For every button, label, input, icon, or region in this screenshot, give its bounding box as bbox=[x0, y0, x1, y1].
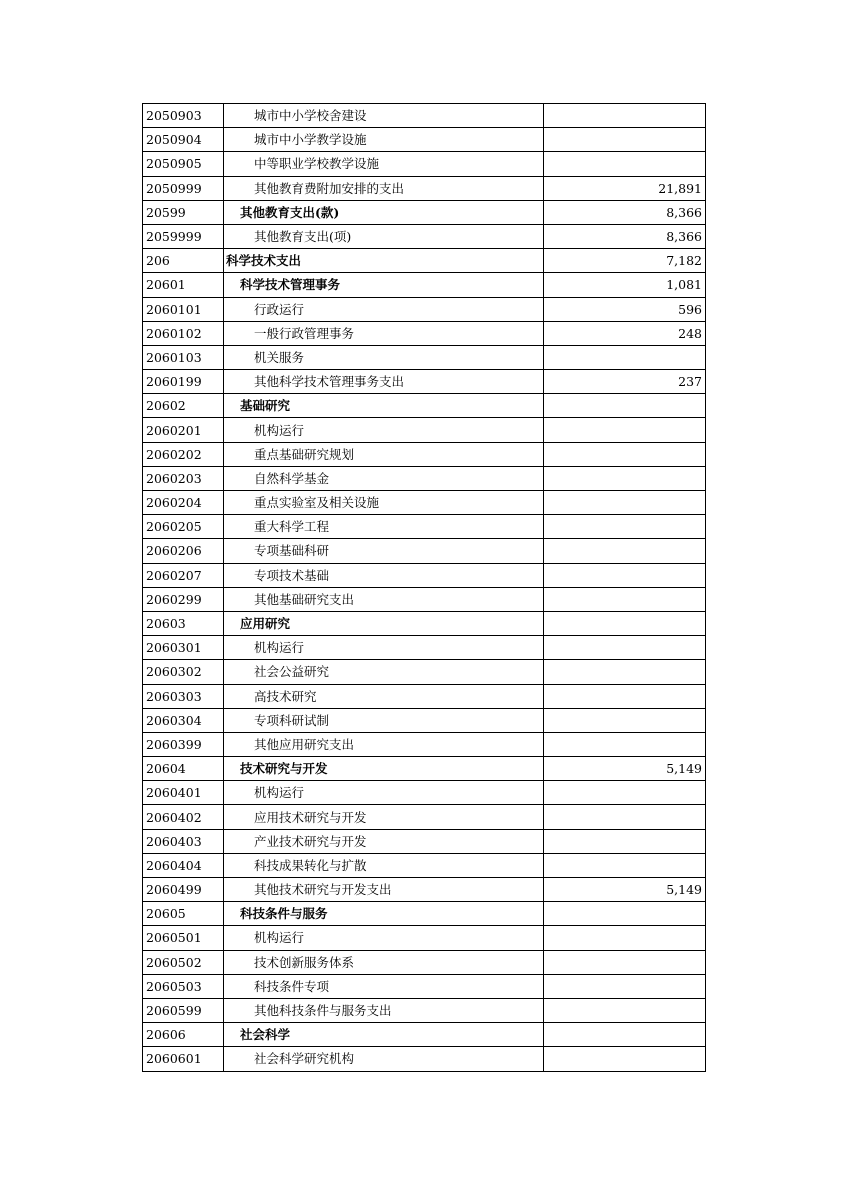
table-row bbox=[143, 926, 706, 950]
amount-cell bbox=[544, 394, 706, 418]
table-row bbox=[143, 611, 706, 635]
table-row bbox=[143, 104, 706, 128]
subject-name-cell: 其他应用研究支出 bbox=[224, 732, 544, 756]
amount-cell bbox=[544, 539, 706, 563]
amount-cell: 596 bbox=[544, 297, 706, 321]
subject-code-cell: 2060403 bbox=[143, 829, 224, 853]
table-row bbox=[143, 757, 706, 781]
subject-name-cell: 城市中小学校舍建设 bbox=[224, 104, 544, 128]
subject-code-cell: 2050999 bbox=[143, 176, 224, 200]
subject-code-cell: 2060201 bbox=[143, 418, 224, 442]
table-row bbox=[143, 829, 706, 853]
amount-cell bbox=[544, 1047, 706, 1071]
table-row bbox=[143, 152, 706, 176]
subject-code-cell: 2060399 bbox=[143, 732, 224, 756]
subject-name-cell: 专项科研试制 bbox=[224, 708, 544, 732]
amount-cell bbox=[544, 466, 706, 490]
table-row bbox=[143, 321, 706, 345]
subject-name-cell: 自然科学基金 bbox=[224, 466, 544, 490]
table-row bbox=[143, 998, 706, 1022]
table-row bbox=[143, 853, 706, 877]
subject-name-cell: 机构运行 bbox=[224, 636, 544, 660]
table-row bbox=[143, 974, 706, 998]
amount-cell bbox=[544, 684, 706, 708]
table-row bbox=[143, 394, 706, 418]
subject-name-cell: 科技条件与服务 bbox=[224, 902, 544, 926]
amount-cell bbox=[544, 1023, 706, 1047]
table-row bbox=[143, 708, 706, 732]
subject-code-cell: 2060206 bbox=[143, 539, 224, 563]
table-row bbox=[143, 563, 706, 587]
table-row bbox=[143, 660, 706, 684]
subject-code-cell: 2060205 bbox=[143, 515, 224, 539]
subject-name-cell: 机关服务 bbox=[224, 345, 544, 369]
table-row bbox=[143, 466, 706, 490]
amount-cell bbox=[544, 998, 706, 1022]
subject-code-cell: 2060301 bbox=[143, 636, 224, 660]
subject-code-cell: 20605 bbox=[143, 902, 224, 926]
subject-code-cell: 2060499 bbox=[143, 878, 224, 902]
table-row bbox=[143, 128, 706, 152]
table-row bbox=[143, 684, 706, 708]
subject-code-cell: 2060501 bbox=[143, 926, 224, 950]
amount-cell bbox=[544, 708, 706, 732]
subject-code-cell: 206 bbox=[143, 249, 224, 273]
subject-code-cell: 2060404 bbox=[143, 853, 224, 877]
amount-cell bbox=[544, 805, 706, 829]
subject-name-cell: 技术创新服务体系 bbox=[224, 950, 544, 974]
amount-cell: 248 bbox=[544, 321, 706, 345]
table-row bbox=[143, 249, 706, 273]
amount-cell bbox=[544, 152, 706, 176]
amount-cell bbox=[544, 587, 706, 611]
subject-code-cell: 2059999 bbox=[143, 224, 224, 248]
amount-cell: 5,149 bbox=[544, 878, 706, 902]
subject-name-cell: 社会公益研究 bbox=[224, 660, 544, 684]
subject-name-cell: 应用技术研究与开发 bbox=[224, 805, 544, 829]
subject-name-cell: 其他教育支出(款) bbox=[224, 200, 544, 224]
amount-cell bbox=[544, 974, 706, 998]
subject-code-cell: 2060101 bbox=[143, 297, 224, 321]
table-row bbox=[143, 273, 706, 297]
subject-name-cell: 应用研究 bbox=[224, 611, 544, 635]
subject-name-cell: 重大科学工程 bbox=[224, 515, 544, 539]
amount-cell bbox=[544, 515, 706, 539]
subject-name-cell: 社会科学研究机构 bbox=[224, 1047, 544, 1071]
amount-cell bbox=[544, 902, 706, 926]
amount-cell bbox=[544, 104, 706, 128]
table-row bbox=[143, 442, 706, 466]
subject-code-cell: 2060199 bbox=[143, 370, 224, 394]
subject-name-cell: 一般行政管理事务 bbox=[224, 321, 544, 345]
table-row bbox=[143, 805, 706, 829]
table-row bbox=[143, 587, 706, 611]
amount-cell: 1,081 bbox=[544, 273, 706, 297]
table-row bbox=[143, 297, 706, 321]
subject-name-cell: 专项技术基础 bbox=[224, 563, 544, 587]
subject-name-cell: 社会科学 bbox=[224, 1023, 544, 1047]
subject-name-cell: 高技术研究 bbox=[224, 684, 544, 708]
amount-cell bbox=[544, 781, 706, 805]
amount-cell: 8,366 bbox=[544, 200, 706, 224]
amount-cell bbox=[544, 732, 706, 756]
subject-name-cell: 技术研究与开发 bbox=[224, 757, 544, 781]
amount-cell bbox=[544, 950, 706, 974]
amount-cell bbox=[544, 853, 706, 877]
amount-cell bbox=[544, 128, 706, 152]
amount-cell bbox=[544, 442, 706, 466]
table-row bbox=[143, 878, 706, 902]
subject-code-cell: 2060502 bbox=[143, 950, 224, 974]
subject-name-cell: 重点基础研究规划 bbox=[224, 442, 544, 466]
subject-name-cell: 重点实验室及相关设施 bbox=[224, 491, 544, 515]
table-row bbox=[143, 345, 706, 369]
subject-name-cell: 科学技术管理事务 bbox=[224, 273, 544, 297]
subject-code-cell: 2060304 bbox=[143, 708, 224, 732]
expenditure-table bbox=[142, 103, 706, 1072]
subject-name-cell: 基础研究 bbox=[224, 394, 544, 418]
table-row bbox=[143, 176, 706, 200]
subject-code-cell: 20603 bbox=[143, 611, 224, 635]
subject-code-cell: 2050903 bbox=[143, 104, 224, 128]
amount-cell bbox=[544, 636, 706, 660]
subject-name-cell: 科技条件专项 bbox=[224, 974, 544, 998]
subject-code-cell: 2060299 bbox=[143, 587, 224, 611]
table-row bbox=[143, 370, 706, 394]
subject-code-cell: 2060601 bbox=[143, 1047, 224, 1071]
table-row bbox=[143, 781, 706, 805]
subject-code-cell: 2050905 bbox=[143, 152, 224, 176]
subject-code-cell: 2050904 bbox=[143, 128, 224, 152]
amount-cell bbox=[544, 345, 706, 369]
amount-cell bbox=[544, 829, 706, 853]
subject-code-cell: 20602 bbox=[143, 394, 224, 418]
subject-name-cell: 科技成果转化与扩散 bbox=[224, 853, 544, 877]
table-row bbox=[143, 224, 706, 248]
subject-code-cell: 20599 bbox=[143, 200, 224, 224]
amount-cell: 21,891 bbox=[544, 176, 706, 200]
subject-code-cell: 2060402 bbox=[143, 805, 224, 829]
table-row bbox=[143, 1047, 706, 1071]
table-row bbox=[143, 539, 706, 563]
subject-code-cell: 2060204 bbox=[143, 491, 224, 515]
table-row bbox=[143, 491, 706, 515]
table-row bbox=[143, 418, 706, 442]
subject-code-cell: 2060102 bbox=[143, 321, 224, 345]
subject-name-cell: 产业技术研究与开发 bbox=[224, 829, 544, 853]
subject-code-cell: 20606 bbox=[143, 1023, 224, 1047]
amount-cell bbox=[544, 491, 706, 515]
table-row bbox=[143, 636, 706, 660]
subject-name-cell: 机构运行 bbox=[224, 781, 544, 805]
subject-name-cell: 其他教育费附加安排的支出 bbox=[224, 176, 544, 200]
amount-cell: 5,149 bbox=[544, 757, 706, 781]
amount-cell: 7,182 bbox=[544, 249, 706, 273]
amount-cell bbox=[544, 611, 706, 635]
subject-name-cell: 其他教育支出(项) bbox=[224, 224, 544, 248]
subject-name-cell: 其他科技条件与服务支出 bbox=[224, 998, 544, 1022]
subject-name-cell: 机构运行 bbox=[224, 926, 544, 950]
subject-code-cell: 2060599 bbox=[143, 998, 224, 1022]
amount-cell bbox=[544, 563, 706, 587]
amount-cell: 8,366 bbox=[544, 224, 706, 248]
subject-name-cell: 科学技术支出 bbox=[224, 249, 544, 273]
amount-cell bbox=[544, 926, 706, 950]
subject-name-cell: 机构运行 bbox=[224, 418, 544, 442]
subject-code-cell: 2060503 bbox=[143, 974, 224, 998]
table-row bbox=[143, 515, 706, 539]
table-row bbox=[143, 950, 706, 974]
subject-code-cell: 20601 bbox=[143, 273, 224, 297]
subject-code-cell: 2060302 bbox=[143, 660, 224, 684]
amount-cell: 237 bbox=[544, 370, 706, 394]
subject-code-cell: 2060202 bbox=[143, 442, 224, 466]
amount-cell bbox=[544, 418, 706, 442]
subject-name-cell: 其他基础研究支出 bbox=[224, 587, 544, 611]
subject-code-cell: 2060303 bbox=[143, 684, 224, 708]
subject-name-cell: 行政运行 bbox=[224, 297, 544, 321]
table-row bbox=[143, 732, 706, 756]
subject-name-cell: 其他技术研究与开发支出 bbox=[224, 878, 544, 902]
subject-code-cell: 2060207 bbox=[143, 563, 224, 587]
subject-name-cell: 其他科学技术管理事务支出 bbox=[224, 370, 544, 394]
subject-name-cell: 中等职业学校教学设施 bbox=[224, 152, 544, 176]
subject-code-cell: 20604 bbox=[143, 757, 224, 781]
subject-code-cell: 2060103 bbox=[143, 345, 224, 369]
subject-code-cell: 2060203 bbox=[143, 466, 224, 490]
amount-cell bbox=[544, 660, 706, 684]
table-row bbox=[143, 1023, 706, 1047]
subject-name-cell: 城市中小学教学设施 bbox=[224, 128, 544, 152]
subject-code-cell: 2060401 bbox=[143, 781, 224, 805]
table-row bbox=[143, 902, 706, 926]
table-body bbox=[143, 104, 706, 1072]
table-row bbox=[143, 200, 706, 224]
subject-name-cell: 专项基础科研 bbox=[224, 539, 544, 563]
